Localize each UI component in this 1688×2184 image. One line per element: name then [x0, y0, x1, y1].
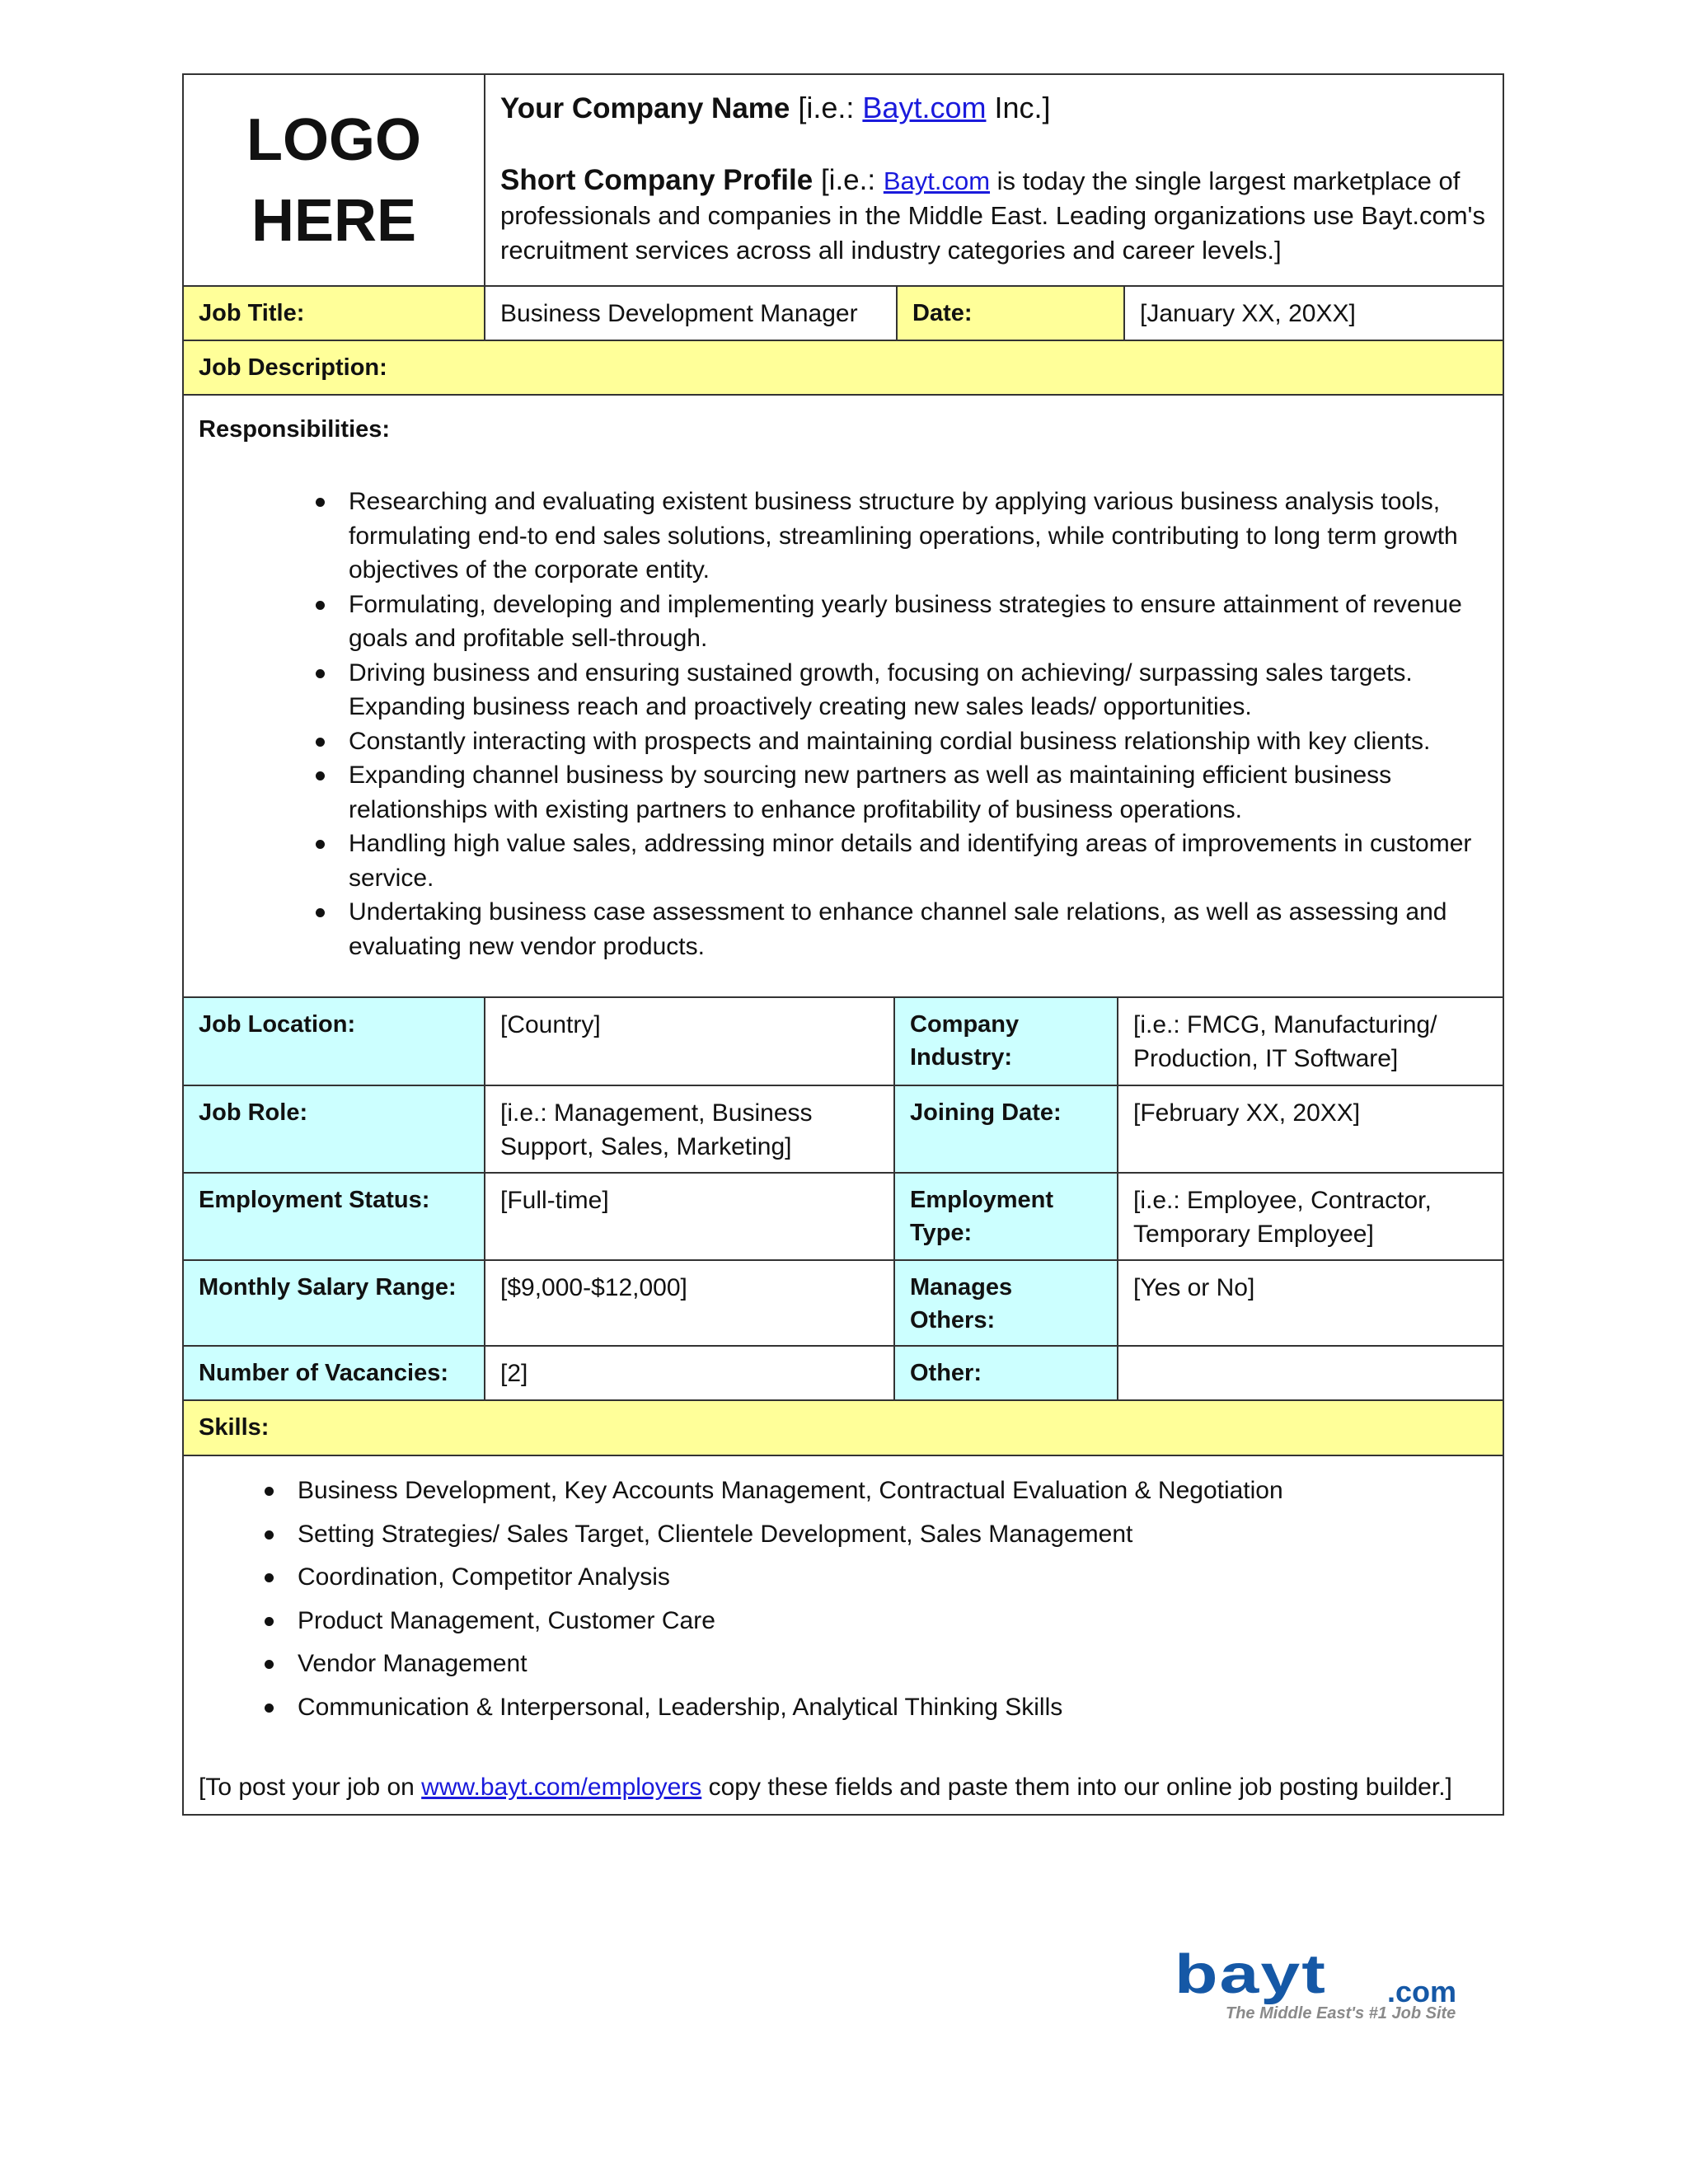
skills-header-row: [184, 1399, 1503, 1455]
profile-link[interactable]: Bayt.com: [883, 166, 991, 195]
employment-type-label: Employment Type:: [893, 1174, 1117, 1259]
job-description-row: [184, 340, 1503, 394]
company-info: [484, 75, 1503, 285]
bayt-logo: [1175, 1943, 1488, 2026]
salary-range-value: [$9,000-$12,000]: [484, 1261, 893, 1345]
skills-label: Skills:: [184, 1401, 1503, 1455]
skill-item: Business Development, Key Accounts Management, Contractual Evaluation & Negotiation: [199, 1469, 1488, 1513]
skill-item: Coordination, Competitor Analysis: [199, 1556, 1488, 1600]
responsibilities-list: [199, 485, 1488, 963]
job-title-value: Business Development Manager: [484, 287, 896, 340]
responsibility-item: Undertaking business case assessment to enhance channel sale relations, as well as assessing and evaluating new vendor products.: [199, 895, 1488, 963]
post-post: copy these fields and paste them into our online job posting builder.]: [701, 1774, 1452, 1801]
salary-range-label: Monthly Salary Range:: [184, 1261, 484, 1345]
bayt-wordmark: bayt: [1175, 1943, 1327, 2005]
skills-list: [199, 1469, 1488, 1729]
other-label: Other:: [893, 1347, 1117, 1399]
company-profile: [500, 163, 1488, 268]
profile-pre: [i.e.:: [813, 164, 884, 196]
job-description-label: Job Description:: [184, 341, 1503, 394]
job-location-value: [Country]: [484, 998, 893, 1085]
logo-placeholder: [184, 75, 484, 285]
responsibility-item: Expanding channel business by sourcing new partners as well as maintaining efficient business relationships with existing partners to enhance profitability of business operations.: [199, 758, 1488, 827]
skill-item: Vendor Management: [199, 1643, 1488, 1686]
company-industry-label: Company Industry:: [893, 998, 1117, 1085]
responsibilities-label: Responsibilities:: [199, 416, 391, 443]
skills-row: [184, 1455, 1503, 1814]
manages-others-value: [Yes or No]: [1117, 1261, 1503, 1345]
logo-text: [246, 100, 421, 261]
responsibility-item: Researching and evaluating existent business structure by applying various business analysis tools, formulating end-to end sales solutions, streamlining operations, while contributing to long term growth objectives of the corporate entity.: [199, 485, 1488, 588]
job-title-label: Job Title:: [184, 287, 484, 340]
manages-others-label: Manages Others:: [893, 1261, 1117, 1345]
date-label: Date:: [896, 287, 1123, 340]
joining-date-label: Joining Date:: [893, 1086, 1117, 1172]
post-pre: [To post your job on: [199, 1774, 422, 1801]
vacancies-value: [2]: [484, 1347, 893, 1399]
company-name-pre: [i.e.:: [790, 91, 863, 124]
company-header-row: [184, 75, 1503, 285]
details-row-employment: [184, 1172, 1503, 1259]
responsibility-item: Handling high value sales, addressing minor details and identifying areas of improvements in customer service.: [199, 827, 1488, 895]
job-role-label: Job Role:: [184, 1086, 484, 1172]
profile-text: is today the single largest marketplace of professionals and companies in the Middle East. Leading organizations use Bayt.com's recruitment services across all industry categories and career levels.]: [500, 166, 1485, 265]
bayt-com-suffix: .com: [1387, 1975, 1457, 2008]
posting-instructions: [199, 1770, 1488, 1804]
details-row-vacancies: [184, 1345, 1503, 1399]
details-row-salary: [184, 1259, 1503, 1345]
responsibility-item: Constantly interacting with prospects and maintaining cordial business relationship with key clients.: [199, 724, 1488, 759]
company-name-label: Your Company Name: [500, 92, 790, 124]
skills-section: [184, 1456, 1503, 1814]
skill-item: Setting Strategies/ Sales Target, Clientele Development, Sales Management: [199, 1513, 1488, 1557]
logo-line-1: LOGO: [246, 106, 421, 173]
job-title-row: [184, 285, 1503, 340]
other-value: [1117, 1347, 1503, 1399]
bayt-tagline: The Middle East's #1 Job Site: [1226, 2004, 1456, 2022]
employment-status-value: [Full-time]: [484, 1174, 893, 1259]
company-industry-value: [i.e.: FMCG, Manufacturing/ Production, IT Software]: [1117, 998, 1503, 1085]
skill-item: Product Management, Customer Care: [199, 1600, 1488, 1643]
skill-item: Communication & Interpersonal, Leadership, Analytical Thinking Skills: [199, 1686, 1488, 1730]
employment-type-value: [i.e.: Employee, Contractor, Temporary Employee]: [1117, 1174, 1503, 1259]
vacancies-label: Number of Vacancies:: [184, 1347, 484, 1399]
job-role-value: [i.e.: Management, Business Support, Sales, Marketing]: [484, 1086, 893, 1172]
employment-status-label: Employment Status:: [184, 1174, 484, 1259]
responsibility-item: Driving business and ensuring sustained growth, focusing on achieving/ surpassing sales targets. Expanding business reach and proactively creating new sales leads/ opportunities.: [199, 656, 1488, 724]
company-name-post: Inc.]: [986, 91, 1051, 124]
job-description-form: [182, 73, 1504, 1816]
logo-line-2: HERE: [251, 187, 417, 254]
date-value: [January XX, 20XX]: [1123, 287, 1503, 340]
responsibilities-section: [184, 396, 1503, 996]
responsibilities-row: [184, 394, 1503, 996]
details-row-role: [184, 1085, 1503, 1172]
responsibility-item: Formulating, developing and implementing yearly business strategies to ensure attainment of revenue goals and profitable sell-through.: [199, 588, 1488, 656]
joining-date-value: [February XX, 20XX]: [1117, 1086, 1503, 1172]
company-name-link[interactable]: Bayt.com: [862, 91, 987, 124]
profile-label: Short Company Profile: [500, 164, 814, 196]
company-name-line: [500, 88, 1488, 129]
details-row-location: [184, 996, 1503, 1085]
employers-link[interactable]: www.bayt.com/employers: [421, 1774, 702, 1801]
job-location-label: Job Location:: [184, 998, 484, 1085]
